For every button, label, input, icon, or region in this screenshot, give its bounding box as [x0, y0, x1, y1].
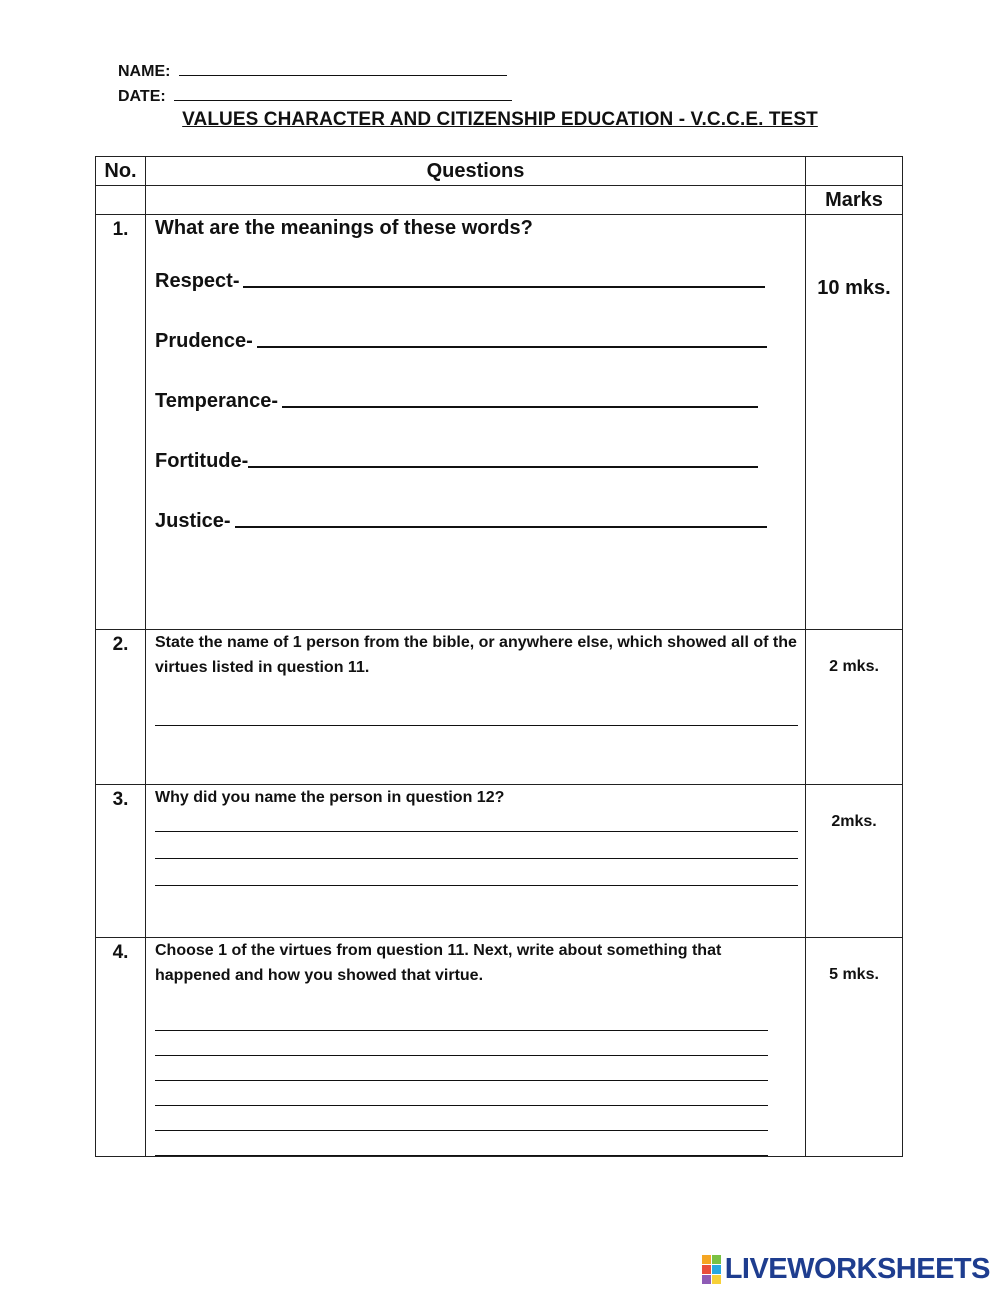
word-label: Justice-: [155, 510, 231, 532]
question-table: [95, 156, 903, 1157]
question-number: 3.: [96, 785, 146, 938]
logo-block: [712, 1275, 721, 1284]
answer-line[interactable]: [155, 1054, 768, 1056]
column-header-no: No.: [96, 157, 146, 186]
answer-line[interactable]: [155, 1154, 768, 1156]
date-field: [118, 86, 512, 106]
answer-line[interactable]: [155, 1129, 768, 1131]
question-number: 4.: [96, 938, 146, 1157]
question-cell: [146, 630, 806, 785]
question-marks: 5 mks.: [806, 938, 903, 1157]
question-marks: 2mks.: [806, 785, 903, 938]
question-cell: [146, 215, 806, 630]
question-row-4: [96, 938, 903, 1157]
brand-name: LIVEWORKSHEETS: [724, 1253, 990, 1285]
question-marks: 2 mks.: [806, 630, 903, 785]
word-label: Prudence-: [155, 330, 253, 352]
answer-line[interactable]: [155, 1079, 768, 1081]
question-number: 1.: [96, 215, 146, 630]
question-row-1: [96, 215, 903, 630]
logo-block: [702, 1265, 711, 1274]
date-label: DATE:: [118, 88, 166, 105]
answer-line[interactable]: [282, 392, 758, 408]
word-row-temperance: [155, 353, 797, 413]
word-label: Fortitude-: [155, 450, 249, 472]
answer-line[interactable]: [257, 332, 767, 348]
word-row-justice: [155, 473, 797, 533]
question-cell: [146, 938, 806, 1157]
liveworksheets-logo[interactable]: [702, 1253, 990, 1286]
answer-line[interactable]: [155, 1104, 768, 1106]
answer-line[interactable]: [155, 724, 798, 726]
table-header-row: [96, 157, 903, 186]
name-field: [118, 61, 507, 81]
column-header-questions: Questions: [146, 157, 806, 186]
logo-block: [702, 1275, 711, 1284]
logo-block: [712, 1255, 721, 1264]
logo-block: [702, 1255, 711, 1264]
logo-block: [712, 1265, 721, 1274]
column-header-marks: Marks: [806, 186, 903, 215]
question-row-2: [96, 630, 903, 785]
answer-line[interactable]: [155, 884, 798, 886]
word-label: Respect-: [155, 270, 240, 292]
word-row-fortitude: [155, 413, 797, 473]
name-input[interactable]: [179, 61, 507, 76]
question-cell: [146, 785, 806, 938]
answer-line[interactable]: [248, 452, 758, 468]
answer-line[interactable]: [243, 272, 765, 288]
date-input[interactable]: [174, 86, 512, 101]
word-row-respect: [155, 240, 797, 293]
question-number: 2.: [96, 630, 146, 785]
answer-line[interactable]: [155, 1029, 768, 1031]
test-title: VALUES CHARACTER AND CITIZENSHIP EDUCATION - V.C.C.E. TEST: [182, 109, 818, 130]
answer-line[interactable]: [155, 857, 798, 859]
question-prompt: Why did you name the person in question 12?: [155, 789, 505, 806]
answer-line[interactable]: [235, 512, 767, 528]
question-prompt: Choose 1 of the virtues from question 11. Next, write about something that happened and how you showed that virtue.: [155, 942, 722, 984]
question-marks: 10 mks.: [806, 215, 903, 630]
answer-line[interactable]: [155, 830, 798, 832]
logo-icon: [702, 1255, 721, 1284]
table-subheader-row: [96, 186, 903, 215]
name-label: NAME:: [118, 63, 171, 80]
word-label: Temperance-: [155, 390, 279, 412]
word-row-prudence: [155, 293, 797, 353]
question-row-3: [96, 785, 903, 938]
question-prompt: State the name of 1 person from the bible, or anywhere else, which showed all of the virtues listed in question 11.: [155, 634, 797, 676]
question-prompt: What are the meanings of these words?: [155, 217, 533, 239]
